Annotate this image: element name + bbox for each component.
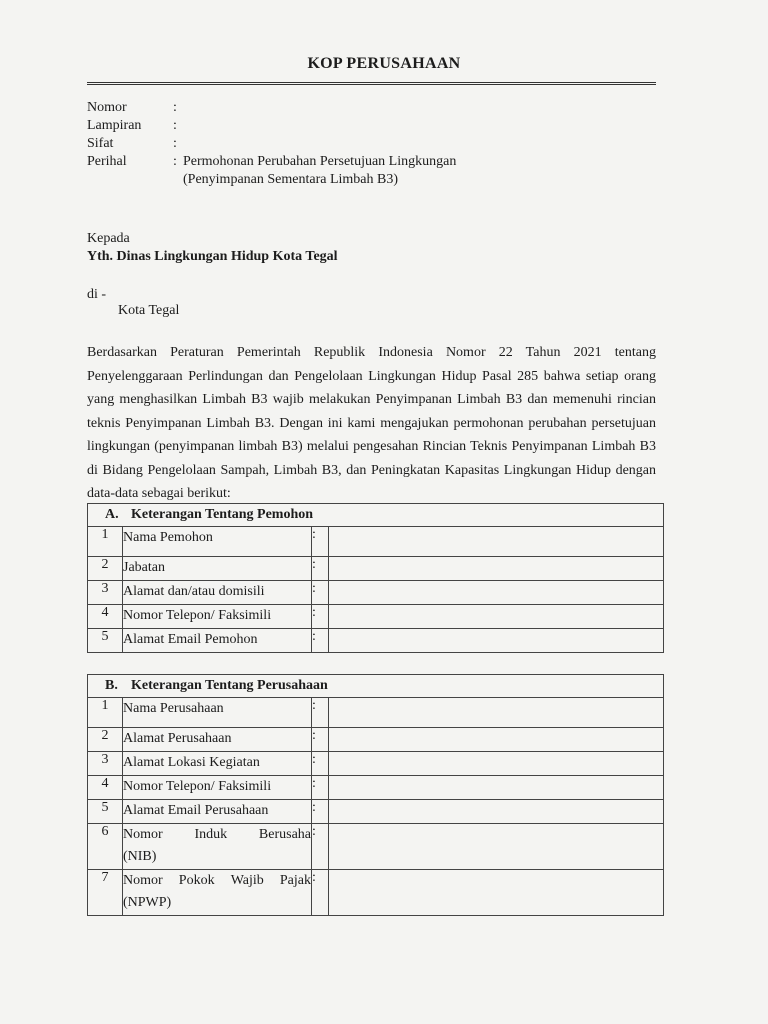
table-row: 4 Nomor Telepon/ Faksimili :: [88, 605, 664, 629]
field-value[interactable]: [329, 605, 664, 629]
label-line-2: (NIB): [123, 849, 157, 864]
section-b-table: [87, 674, 664, 916]
letterhead-rule: [87, 82, 656, 85]
table-row: 1 Nama Perusahaan :: [88, 698, 664, 728]
meta-row-perihal: Perihal : Permohonan Perubahan Persetujuan Lingkungan: [87, 154, 457, 169]
recipient-di: di -: [87, 287, 107, 302]
letterhead-title: KOP PERUSAHAAN: [307, 55, 461, 72]
field-value[interactable]: [329, 870, 664, 916]
meta-row-lampiran: Lampiran :: [87, 118, 177, 133]
field-value[interactable]: [329, 557, 664, 581]
table-row: 3 Alamat dan/atau domisili :: [88, 581, 664, 605]
table-row: 3 Alamat Lokasi Kegiatan :: [88, 752, 664, 776]
table-row: 6 Nomor Induk Berusaha (NIB) :: [88, 824, 664, 870]
field-value[interactable]: [329, 728, 664, 752]
label-line-justified: Nomor Induk Berusaha: [123, 827, 311, 842]
field-value[interactable]: [329, 752, 664, 776]
meta-label: Lampiran: [87, 118, 142, 133]
meta-label: Sifat: [87, 136, 114, 151]
section-b-header: B. Keterangan Tentang Perusahaan: [88, 675, 664, 698]
meta-row-nomor: Nomor :: [87, 100, 177, 115]
table-row: 5 Alamat Email Pemohon :: [88, 629, 664, 653]
perihal-subline: (Penyimpanan Sementara Limbah B3): [183, 172, 398, 187]
table-row: 4 Nomor Telepon/ Faksimili :: [88, 776, 664, 800]
table-row: 5 Alamat Email Perusahaan :: [88, 800, 664, 824]
field-value[interactable]: [329, 824, 664, 870]
meta-label: Nomor: [87, 100, 127, 115]
table-row: 2 Alamat Perusahaan :: [88, 728, 664, 752]
field-value[interactable]: [329, 698, 664, 728]
field-value[interactable]: [329, 527, 664, 557]
field-value[interactable]: [329, 629, 664, 653]
recipient-kepada: Kepada: [87, 231, 130, 246]
meta-value: Permohonan Perubahan Persetujuan Lingkungan: [183, 154, 457, 169]
section-a-title: Keterangan Tentang Pemohon: [131, 507, 314, 522]
section-b-title: Keterangan Tentang Perusahaan: [131, 678, 328, 693]
recipient-city: Kota Tegal: [118, 303, 180, 318]
field-value[interactable]: [329, 581, 664, 605]
letter-meta: [87, 99, 456, 189]
table-row: 2 Jabatan :: [88, 557, 664, 581]
label-line-2: (NPWP): [123, 895, 172, 910]
table-row: 1 Nama Pemohon :: [88, 527, 664, 557]
table-row: 7 Nomor Pokok Wajib Pajak (NPWP) :: [88, 870, 664, 916]
label-line-justified: Nomor Pokok Wajib Pajak: [123, 873, 311, 888]
recipient-name: Yth. Dinas Lingkungan Hidup Kota Tegal: [87, 249, 338, 264]
section-a-table: [87, 503, 664, 653]
body-paragraph: Berdasarkan Peraturan Pemerintah Republik Indonesia Nomor 22 Tahun 2021 tentang Penyelenggaraan Perlindungan dan Pengelolaan Lingkungan Hidup Pasal 285 bahwa setiap orang yang menghasilkan Limbah B3 wajib melakukan Penyimpanan Limbah B3 dan memenuhi rincian teknis Penyimpanan Limbah B3. Dengan ini kami mengajukan permohonan perubahan persetujuan lingkungan (penyimpanan limbah B3) melalui pengesahan Rincian Teknis Penyimpanan Limbah B3 di Bidang Pengelolaan Sampah, Limbah B3, dan Peningkatan Kapasitas Lingkungan Hidup dengan data-data sebagai berikut:: [87, 345, 656, 501]
section-a-header: A. Keterangan Tentang Pemohon: [88, 504, 664, 527]
meta-row-sifat: Sifat :: [87, 136, 177, 151]
meta-label: Perihal: [87, 154, 127, 169]
field-value[interactable]: [329, 800, 664, 824]
field-value[interactable]: [329, 776, 664, 800]
